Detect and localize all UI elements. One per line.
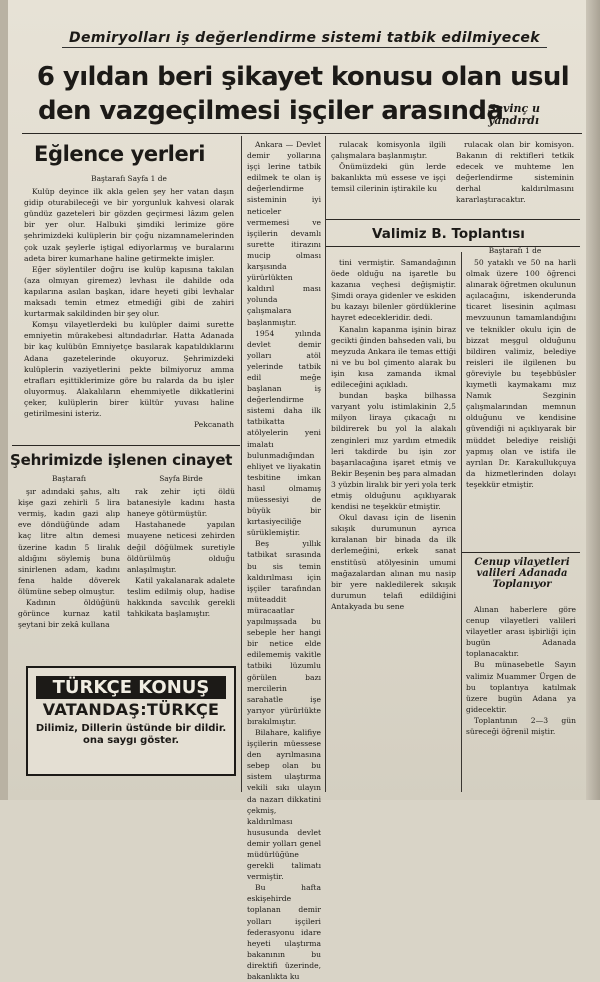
paragraph: Bilahare, kalifiye işçilerin müessese den ayrılmasına sebep olan bu sistem ulaştırma vekili sıkı ulayın da nazarı dikkatini çekmiş, kaldırılması hususunda devlet demir yolları genel müdürlüğüne gerekli talimatı vermiştir. bbox=[247, 727, 321, 882]
paragraph: Önümüzdeki gün lerde bakanlıkta mü essese ve işçi temsil cilerinin iştirakile ku bbox=[331, 162, 446, 194]
paragraph: Bu hafta eskişehirde toplanan demir yolları işçileri federasyonu idare heyeti ulaştırma bakanının bu direktifi üzerinde, bakanlıkta ku bbox=[247, 883, 321, 982]
ad-box-turkce-konus bbox=[26, 666, 236, 776]
column-divider-3 bbox=[461, 252, 462, 792]
article-body-demiryollari-cont2 bbox=[456, 139, 574, 215]
page-edge-right bbox=[586, 0, 600, 800]
paragraph: Alınan haberlere göre cenup vilayetleri valileri vilayetler arası işbirliği için bugün Adanada toplanacaktır. bbox=[466, 605, 576, 659]
article-body-valimiz-col1 bbox=[331, 257, 456, 792]
paragraph: rulacak komisyonla ilgili çalışmalara başlanmıştır. bbox=[331, 140, 446, 161]
section-rule bbox=[326, 219, 580, 220]
article-title-cinayet: Şehrimizde işlenen cinayet bbox=[10, 451, 233, 469]
paragraph: Kanalın kapanma işinin biraz gecikti ğinden bahseden vali, bu meyzuda Ankara ile temas ettiği ni ve bu bol çimento alarak bu işin kısa zamanda ikmal edileceğini açıkladı. bbox=[331, 324, 456, 390]
section-rule bbox=[462, 552, 580, 553]
paragraph: Eğer söylentiler doğru ise kulüp kapısına takılan (aza olmıyan giremez) levhası ile dahilde oda kapılarına asılan başkan, idare heyeti gibi levhalar maksadı temin etmez etmediği gibi de zahiri kurtarmak sakildinden bir şey olur. bbox=[24, 264, 234, 319]
article-body-cinayet-col2 bbox=[127, 473, 235, 661]
paragraph: Okul davası için de lisenin sıkışık durumunun ayrıca kıralanan bir binada da ilk derlemeğini, erkek sanat enstitüsü atölyesinin umumi mağazalardan alınan mu nasip bir yere nakledilerek sıkışık durumun telafi edildiğini Antakyada bu sene bbox=[331, 513, 456, 611]
column-divider-1 bbox=[241, 136, 242, 792]
paragraph: Ankara — Devlet demir yollarına işçi lerine tatbik edilmek te olan iş değerlendirme sisteminin iyi neticeler vermemesi ve işçilerin devamlı surette itirazını mucip olması karşısında yürürlükten kaldırıl ması yolunda çalışmalara başlanmıştır. bbox=[247, 140, 321, 327]
article-title-valimiz: Valimiz B. Toplantısı bbox=[372, 226, 525, 242]
paragraph: Hastahanede yapılan muayene neticesi zehirden değil döğülmek suretiyle öldürülmüş olduğu anlaşılmıştır. bbox=[127, 520, 235, 574]
headline-rule bbox=[22, 133, 582, 134]
continued-label: Baştarafı Sayfa 1 de bbox=[91, 174, 167, 183]
section-rule bbox=[12, 445, 240, 446]
main-headline-line2: den vazgeçilmesi işçiler arasında bbox=[38, 96, 504, 126]
continued-label: Baştarafı bbox=[51, 474, 87, 483]
paragraph: Toplantının 2—3 gün süreceği öğrenil miştir. bbox=[466, 715, 576, 737]
paragraph: rak zehir içti öldü batanesiyle kadını hasta haneye götürmüştür. bbox=[127, 487, 235, 519]
continued-label-valimiz bbox=[456, 246, 574, 256]
ad-line1: TÜRKÇE KONUŞ bbox=[36, 676, 226, 699]
continued-label: Sayfa Birde bbox=[159, 474, 203, 483]
column-divider-2 bbox=[325, 136, 326, 792]
article-body-cinayet-col1 bbox=[18, 473, 120, 661]
page-edge-left bbox=[0, 0, 8, 800]
headline-side-note: Sevinç u yandırdı bbox=[488, 102, 541, 127]
article-title-eglence: Eğlence yerleri bbox=[34, 142, 206, 166]
paragraph: şır adındaki şahıs, altı kişe gazi zehirli 5 lira vermiş, kadın gazi alıp eve döndüğünde adam kaç litre altın demesi üzerine kadın 5 liralık aldığını söylemiş buna sinirlenen adam, kadını fena halde döverek ölümüne sebep olmuştur. bbox=[18, 487, 120, 596]
paragraph: Katil yakalanarak adalete teslim edilmiş olup, hadise hakkında savcılık gerekli tahkikata başlamıştır. bbox=[127, 575, 235, 619]
paragraph: tini vermiştir. Samandağının öede olduğu na işaretle bu kazanıa veçhesi değişmiştir. Şimdi oraya gidenler ve eskiden bu kazayı bilenler gördüklerine hayret edecekleridir. dedi. bbox=[331, 258, 456, 323]
paragraph: Kadının öldüğünü görünce kurnaz katil şeytani bir zekâ kullana bbox=[18, 598, 120, 630]
paragraph: Kulüp deyince ilk akla gelen şey her vatan daşın gidip oturabileceği ve bir yorgunluk kahvesi olarak gündüz gazeteleri bir gözden geçirmesi lâzım gelen bir yer olur. Halbuki şimdiki lerimize göre şehrimizdeki kulüplerin bir çoğu nizamnamelerinden çok uzak şeylerle iştigal ediyorlarmış ve buralarını adeta birer kumarhane haline getirmekte imişler. bbox=[24, 187, 234, 263]
article-body-demiryollari bbox=[247, 139, 321, 982]
paragraph: Komşu vilayetlerdeki bu kulüpler daimi surette emniyetin mürakebesi altındadırlar. Hatta Adanada bir kaç kulübün Emniyetçe basılarak kapatıldıklarını Adana gazetelerinde okuyoruz. Şehrimizdeki kulüplerin vaziyetlerini pekte bilmiyoruz amma etrafları eşittiklerimize göre bu ralarda da bu işler oluyormuş. Alakalıların ehemmiyetle dikkatlerini çeker, kulüplerin birer kültür yuvası haline getirilmesini isteriz. bbox=[24, 320, 234, 418]
paragraph: bundan başka bilhassa varyant yolu istimlakinin 2,5 milyon liraya çıkacağı nı bildirerek bu yol la alakalı zenginleri mız yardım etmedik leri takdirde bu işin zor başarılacağına işaret etmiş ve Bekir Beşenin beş para almadan 3 yüzbin liralık bir yeri yola terk etmiş olduğunu açıklıyarak kendisi ne teşekkür etmiştir. bbox=[331, 391, 456, 512]
paragraph: 1954 yılında devlet demir yolları atöl yelerinde tatbik edil meğe başlanan iş değerlendirme sistemi daha ilk tatbikatta atölyelerin yeni imalatı bulunmadığından ehliyet ve liyakatin tesbitine imkan hasıl olmamış müessesiyi de büyük bir kırtasiyeciliğe sürüklemiştir. bbox=[247, 328, 321, 538]
article-body-cenup bbox=[466, 604, 576, 792]
article-body-valimiz-col2 bbox=[466, 257, 576, 547]
signature: Pekcanath bbox=[193, 420, 234, 430]
paragraph: Bu münasebetle Sayın valimiz Muammer Ürgen de bu toplantıya katılmak üzere bugün Adana ya gidecektir. bbox=[466, 660, 576, 714]
paragraph: Beş yıllık tatbikat sırasında bu sis temin kaldırılması için işçiler tarafından müteaddit müracaatlar yapılmışsada bu sebeple her hangi bir netice elde edilememiş vakitle tatbiki lüzumlu görülen bazı mercilerin sarahatle işe yarıyor yürürlükte bırakılmıştır. bbox=[247, 539, 321, 726]
ad-line3: Dilimiz, Dillerin üstünde bir dildir. ona saygı göster. bbox=[35, 723, 227, 746]
main-headline-line1: 6 yıldan beri şikayet konusu olan usul bbox=[36, 62, 570, 92]
kicker-line: Demiryolları iş değerlendirme sistemi tatbik edilmiyecek bbox=[62, 30, 547, 48]
paragraph: 50 yataklı ve 50 na harli olmak üzere 100 öğrenci alınarak öğretmen okulunun açılacağını, iskenderunda ticaret lisesinin açılması mevzuunun tamamlandığını ve teknikler okulu için de bizzat meşgul olduğunu bildiren valimiz, belediye reisleri ile ilgilenen bu göreviyle bu teşebbüsler kıymetli kaymakamı mız Namık Sezginin çalışmalarından memnun olduğunu ve kendisine güvendiği ni açıklıyarak bir müddet belediye reisliği yapmış olan ve istifa ile ayrılan Dr. Karakullukçuya da hizmetlerinden dolayı teşekkür etmiştir. bbox=[466, 258, 576, 489]
article-title-cenup: Cenup vilayetleri valileri Adanada Toplanıyor bbox=[474, 557, 570, 590]
paragraph: rulacak olan bir komisyon. Bakanın di rektifleri tetkik edecek ve muhteme len değerlendirme sisteminin derhal kaldırılmasını kararlaştıracaktır. bbox=[456, 140, 574, 205]
article-body-eglence bbox=[24, 173, 234, 443]
continued-label: Baştarafı 1 de bbox=[488, 246, 542, 255]
ad-line2: VATANDAŞ:TÜRKÇE bbox=[42, 700, 220, 719]
article-body-demiryollari-cont bbox=[331, 139, 446, 215]
